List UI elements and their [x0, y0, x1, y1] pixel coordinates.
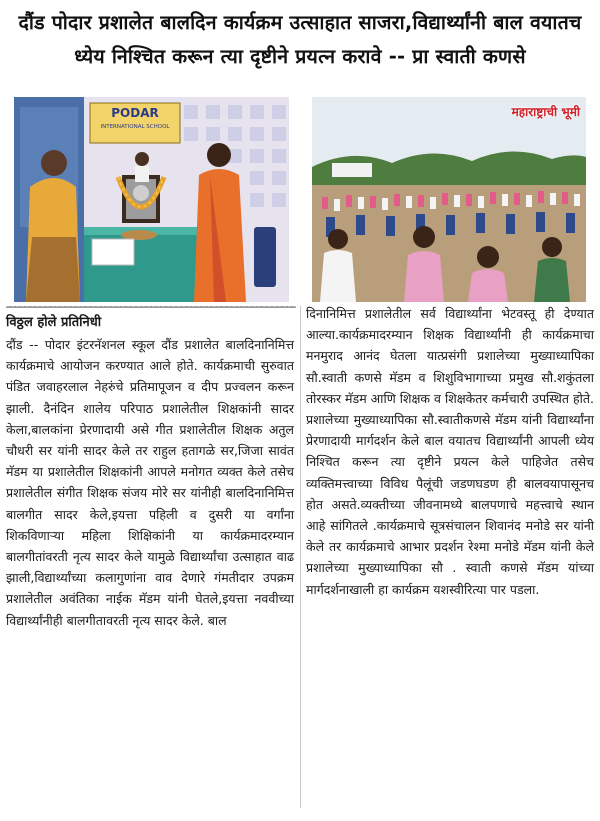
school-sign-title: PODAR	[111, 106, 159, 120]
newspaper-banner: महाराष्ट्राची भूमी	[511, 105, 580, 119]
article-column-right	[306, 303, 594, 600]
headline: दौंड पोदार प्रशालेत बालदिन कार्यक्रम उत्साहात साजरा,विद्यार्थ्यांनी बाल वयातच ध्येय निश्चित करून त्या दृष्टीने प्रयत्न करावे -- प्रा स्वाती कणसे	[18, 11, 582, 68]
column-divider	[300, 306, 301, 808]
article-body-right: दिनानिमित्त प्रशालेतील सर्व विद्यार्थ्यांना भेटवस्तू ही देण्यात आल्या.कार्यक्रमादरम्यान शिक्षक विद्यार्थ्यांनी ही कार्यक्रमाचा मनमुराद आनंद घेतला यात्प्रसंगी प्रशालेच्या मुख्याध्यापिका सौ.स्वाती कणसे मॅडम व शिशुविभागाच्या प्रमुख सौ.शकुंतला तोरस्कर मॅडम आणि शिक्षक व शिक्षकेतर कर्मचारी उपस्थित होते. प्रशालेच्या मुख्याध्यापिका सौ.स्वातीकणसे मॅडम यांनी विद्यार्थ्यांना प्रेरणादायी मार्गदर्शन केले बाल वयातच विद्यार्थ्यांनी आपली ध्येय निश्चित करून त्या दृष्टीने प्रयत्न केले पाहिजेत तसेच व्यक्तिमत्त्वाच्या विविध पैलूंची जडणघडण ही बालवयापासूनच होत असते.व्यक्तीच्या जीवनामध्ये बालपणाचे महत्त्वाचे स्थान आहे सांगितले .कार्यक्रमाचे सूत्रसंचालन शिवानंद मनोडे सर यांनी केले तर कार्यक्रमाचे आभार प्रदर्शन रेश्मा मनोडे मॅडम यांनी केले प्रशालेच्या मुख्याध्यापिका सौ . स्वाती कणसे मॅडम यांच्या मार्गदर्शनाखाली हा कार्यक्रम यशस्वीरित्या पार पडला.	[306, 306, 594, 597]
students-photo-illustration	[312, 97, 586, 302]
school-sign-subtitle: INTERNATIONAL SCHOOL	[100, 124, 170, 130]
column-rule	[6, 306, 296, 308]
article-body-left: दौंड -- पोदार इंटरनॅशनल स्कूल दौंड प्रशालेत बालदिनानिमित्त कार्यक्रमाचे आयोजन करण्यात आले होते. कार्यक्रमाची सुरुवात पंडित जवाहरलाल नेहरुंचे प्रतिमापूजन व दीप प्रज्वलन करून झाली. दैनंदिन शालेय परिपाठ प्रशालेतील शिक्षकांनी सादर केला,बालकांना प्रेरणादायी असे गीत प्रशालेतील शिक्षक अतुल चौधरी सर यांनी सादर केले तर राहुल हतागळे सर,जिजा सावंत मॅडम या प्रशालेतील शिक्षकांनी आपले मनोगत व्यक्त केले तसेच प्रशालेतील संगीत शिक्षक संजय मोरे सर यांनीही बालदिनानिमित्त बालगीत सादर केले,इयत्ता पहिली व दुसरी या वर्गांना शिकविणाऱ्या महिला शिक्षिकांनी या कार्यक्रमादरम्यान बालगीतांवरती नृत्य सादर केले यामुळे विद्यार्थ्यांचा उत्साहात वाढ झाली,विद्यार्थ्यांच्या कलागुणांना वाव देणारे गंमतीदार उपक्रम प्रशालेतील अवंतिका नाईक मॅडम यांनी घेतले,इयत्ता नववीच्या विद्यार्थ्यांनीही बालगीतावरती नृत्य सादर केले. बाल	[6, 337, 294, 628]
ceremony-photo	[14, 97, 289, 302]
students-photo	[312, 97, 586, 302]
byline: विठ्ठल होले प्रतिनिधी	[6, 315, 102, 330]
article-column-left	[6, 312, 294, 631]
